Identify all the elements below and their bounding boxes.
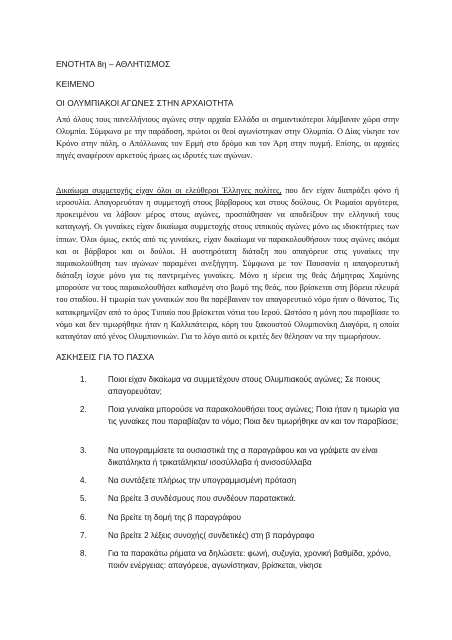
exercise-text: Να υπογραμμίσετε τα ουσιαστικά της α παραγράφου και να γράψετε αν είναι δικατάληκτα ή τρικατάληκτα/ ισοσύλλαβα ή ανισοσύλλαβα [108, 446, 378, 467]
exercise-number: 2. [80, 405, 87, 414]
exercise-item [82, 493, 400, 505]
unit-heading: ΕΝΟΤΗΤΑ 8η – ΑΘΛΗΤΙΣΜΟΣ [56, 59, 171, 69]
exercise-text: Ποια γυναίκα μπορούσε να παρακολουθήσει τους αγώνες; Ποια ήταν η τιμωρία για τις γυναίκες που παραβίαζαν το νόμο; Ποια δεν τιμωρήθηκε αν και τον παραβίασε; [108, 405, 400, 426]
exercise-text: Να συντάξετε πλήρως την υπογραμμισμένη πρόταση [108, 476, 297, 485]
exercise-text: Να βρείτε 3 συνδέσμους που συνδέουν παρατακτικά. [108, 494, 296, 503]
underlined-sentence: Δικαίωμα συμμετοχής είχαν όλοι οι ελεύθεροι Έλληνες πολίτες, [56, 186, 282, 195]
exercise-number: 5. [80, 494, 87, 503]
exercise-item [82, 475, 400, 487]
exercise-text: Να βρείτε τη δομή της β παραγράφου [108, 513, 241, 522]
exercise-text: Ποιοι είχαν δικαίωμα να συμμετέχουν στους Ολυμπιακούς αγώνες; Σε ποιους απαγορευόταν; [108, 375, 380, 396]
exercise-number: 7. [80, 531, 87, 540]
text-title: ΟΙ ΟΛΥΜΠΙΑΚΟΙ ΑΓΩΝΕΣ ΣΤΗΝ ΑΡΧΑΙΟΤΗΤΑ [56, 98, 234, 108]
exercise-number: 1. [80, 375, 87, 384]
paragraph-1: Από όλους τους πανελλήνιους αγώνες στην αρχαία Ελλάδα οι σημαντικότεροι λάμβαναν χώρα στην Ολυμπία. Σύμφωνα με την παράδοση, πρώτοι οι θεοί αγωνίστηκαν στην Ολυμπία. Ο Δίας νίκησε τον Κρόνο στην πάλη, ο Απόλλωνας τον Ερμή στο δρόμο και τον Άρη στην πυγμή. Επίσης, οι αρχαίες πηγές αναφέρουν αρκετούς ήρωες ως ιδρυτές των αγώνων. [56, 115, 399, 161]
exercise-number: 8. [80, 549, 87, 558]
exercise-item [82, 445, 400, 469]
exercise-number: 4. [80, 476, 87, 485]
exercise-item [82, 530, 400, 542]
exercise-text: Να βρείτε 2 λέξεις συνοχής( συνδετικές) στη β παράγραφο [108, 531, 315, 540]
section-heading: ΚΕΙΜΕΝΟ [56, 79, 95, 89]
exercise-number: 3. [80, 446, 87, 455]
exercise-item [82, 512, 400, 524]
exercise-text: Για τα παρακάτω ρήματα να δηλώσετε: φωνή, συζυγία, χρονική βαθμίδα, χρόνο, ποιόν ενέργειας: απαγόρευε, αγωνίστηκαν, βρίσκεται, νίκησε [108, 549, 392, 570]
exercise-item [82, 548, 400, 572]
paragraph-2-text: που δεν είχαν διαπράξει φόνο ή ιεροσυλία. Απαγορευόταν η συμμετοχή στους βάρβαρους και στους δούλους. Οι Ρωμαίοι αργότερα, προκειμένου να λάβουν μέρος στους αγώνες, προσπάθησαν να αποδείξουν την ελληνική τους καταγωγή. Οι γυναίκες είχαν δικαίωμα συμμετοχής στους ιππικούς αγώνες μόνο ως ιδιοκτήτριες των ίππων. Όλοι όμως, εκτός από τις γυναίκες, είχαν δικαίωμα να παρακολουθήσουν τους αγώνες ακόμα και οι βάρβαροι και οι δούλοι. Η αυστηρότατη διάταξη που απαγόρευε στις γυναίκες την παρακολούθηση των αγώνων παραμένει ανεξήγητη. Σύμφωνα με τον Παυσανία η απαγορευτική διάταξη ίσχυε μόνο για τις παντρεμένες γυναίκες. Μόνο η ιέρεια της θεάς Δήμητρας Χαμύνης μπορούσε να τους παρακολουθήσει καθισμένη στο βωμό της θεάς, που βρίσκεται στη βόρεια πλευρά του σταδίου. Η τιμωρία των γυναικών που θα παρέβαιναν τον απαγορευτικό νόμο ήταν ο θάνατος. Τις κατακρημνίζαν από το όρος Τυπαίο που βρίσκεται νότια του Ιερού. Ωστόσο η μόνη που παραβίασε το νόμο και δεν τιμωρήθηκε ήταν η Καλλιπάτειρα, κόρη του ξακουστού Ολυμπιονίκη Διαγόρα, η οποία καταγόταν από γένος Ολυμπιονικών. Για το λόγο αυτό οι κριτές δεν θέλησαν να την τιμωρήσουν. [56, 186, 400, 341]
exercise-number: 6. [80, 513, 87, 522]
exercises-heading: ΑΣΚΗΣΕΙΣ ΓΙΑ ΤΟ ΠΑΣΧΑ [56, 352, 155, 362]
paragraph-2 [56, 185, 399, 343]
exercise-item [82, 374, 400, 398]
exercise-item [82, 404, 400, 428]
